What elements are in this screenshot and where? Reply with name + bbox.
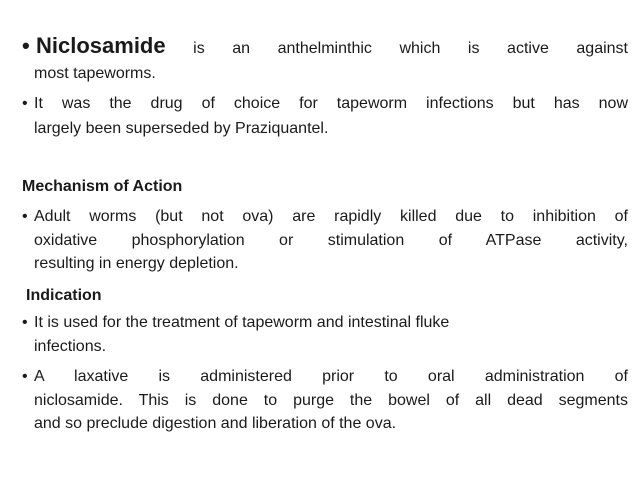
mechanism-line-2: oxidative phosphorylation or stimulation of ATPase activity,	[34, 232, 628, 249]
history-line-2: largely been superseded by Praziquantel.	[34, 120, 329, 137]
indication-heading: Indication	[26, 287, 102, 304]
bullet-marker: •	[22, 33, 30, 58]
intro-line-1-text: is an anthelminthic which is active against	[193, 40, 628, 57]
drug-name: Niclosamide	[36, 33, 166, 58]
mechanism-heading: Mechanism of Action	[22, 178, 183, 195]
bullet-marker: •	[22, 208, 28, 225]
intro-line-2: most tapeworms.	[34, 65, 156, 82]
bullet-marker: •	[22, 314, 28, 331]
intro-line-1	[36, 33, 628, 59]
indication-item-2-line-3: and so preclude digestion and liberation of the ova.	[34, 415, 397, 432]
indication-item-1-line-2: infections.	[34, 338, 107, 355]
mechanism-line-1: Adult worms (but not ova) are rapidly killed due to inhibition of	[34, 208, 628, 225]
mechanism-line-3: resulting in energy depletion.	[34, 255, 239, 272]
history-line-1: It was the drug of choice for tapeworm infections but has now	[34, 95, 628, 112]
indication-item-2-line-2: niclosamide. This is done to purge the bowel of all dead segments	[34, 392, 628, 409]
bullet-marker: •	[22, 95, 28, 112]
indication-item-1-line-1: It is used for the treatment of tapeworm and intestinal fluke	[34, 314, 450, 331]
indication-item-2-line-1: A laxative is administered prior to oral administration of	[34, 368, 628, 385]
bullet-marker: •	[22, 368, 28, 385]
